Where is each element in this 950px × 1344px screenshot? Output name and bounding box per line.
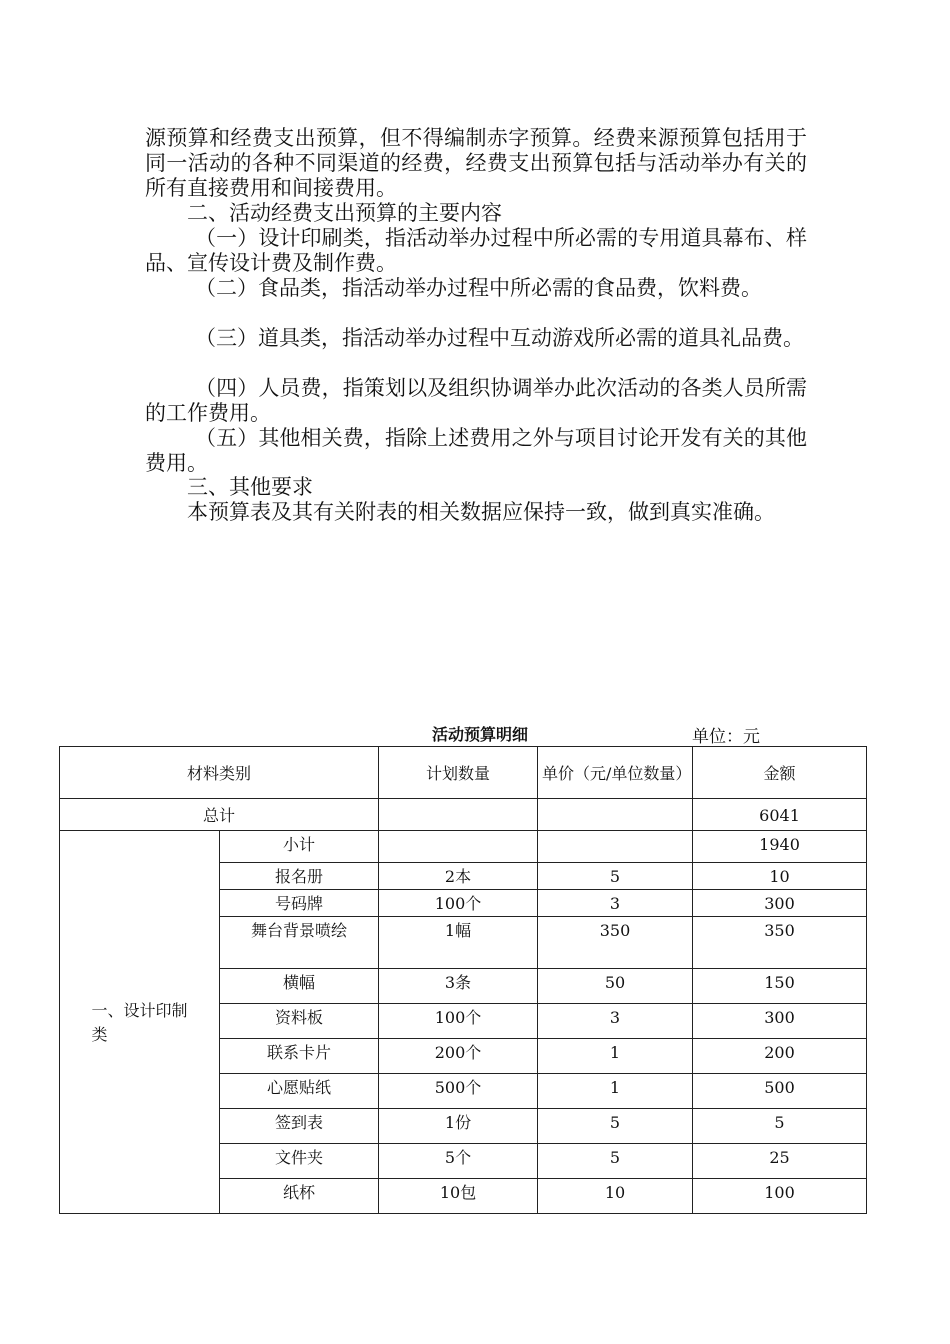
row-qty: 1幅 [379,917,538,969]
item-paragraph-3: （三）道具类，指活动举办过程中互动游戏所必需的道具礼品费。 [195,326,804,350]
subtotal-row [60,831,867,863]
header-price: 单价（元/单位数量） [538,747,693,799]
row-qty: 200个 [379,1039,538,1074]
row-amount: 300 [693,890,867,917]
table-header-row [60,747,867,799]
row-item: 号码牌 [220,890,379,917]
header-category: 材料类别 [60,747,379,799]
row-item: 横幅 [220,969,379,1004]
subtotal-qty [379,831,538,863]
row-qty: 500个 [379,1074,538,1109]
total-amount: 6041 [693,799,867,831]
row-qty: 100个 [379,1004,538,1039]
row-qty: 3条 [379,969,538,1004]
table-unit: 单位：元 [692,727,760,747]
row-item: 文件夹 [220,1144,379,1179]
row-price: 3 [538,1004,693,1039]
row-item: 舞台背景喷绘 [220,917,379,969]
total-row [60,799,867,831]
section-heading-2: 二、活动经费支出预算的主要内容 [187,201,502,225]
row-amount: 25 [693,1144,867,1179]
row-qty: 5个 [379,1144,538,1179]
row-price: 50 [538,969,693,1004]
row-price: 5 [538,863,693,890]
row-qty: 100个 [379,890,538,917]
row-item: 资料板 [220,1004,379,1039]
subtotal-label: 小计 [220,831,379,863]
header-qty: 计划数量 [379,747,538,799]
row-item: 纸杯 [220,1179,379,1214]
item-paragraph-1: （一）设计印刷类，指活动举办过程中所必需的专用道具幕布、样品、宣传设计费及制作费。 [145,226,807,275]
row-price: 10 [538,1179,693,1214]
item-paragraph-4: （四）人员费，指策划以及组织协调举办此次活动的各类人员所需的工作费用。 [145,376,807,425]
row-item: 心愿贴纸 [220,1074,379,1109]
subtotal-amount: 1940 [693,831,867,863]
item-paragraph-5: （五）其他相关费，指除上述费用之外与项目讨论开发有关的其他费用。 [145,426,807,475]
row-amount: 150 [693,969,867,1004]
header-amount: 金额 [693,747,867,799]
row-amount: 5 [693,1109,867,1144]
row-price: 350 [538,917,693,969]
row-item: 联系卡片 [220,1039,379,1074]
row-price: 1 [538,1074,693,1109]
row-amount: 300 [693,1004,867,1039]
row-item: 报名册 [220,863,379,890]
total-price [538,799,693,831]
row-amount: 100 [693,1179,867,1214]
row-price: 5 [538,1144,693,1179]
budget-table [59,746,867,1214]
subtotal-price [538,831,693,863]
row-price: 5 [538,1109,693,1144]
section-heading-3: 三、其他要求 [187,475,313,499]
total-qty [379,799,538,831]
category-label: 一、设计印制类 [91,1001,188,1044]
row-price: 3 [538,890,693,917]
row-amount: 350 [693,917,867,969]
table-title: 活动预算明细 [432,725,529,744]
category-cell [60,831,220,1214]
row-amount: 200 [693,1039,867,1074]
row-item: 签到表 [220,1109,379,1144]
row-amount: 500 [693,1074,867,1109]
item-paragraph-2: （二）食品类，指活动举办过程中所必需的食品费，饮料费。 [195,276,762,300]
row-amount: 10 [693,863,867,890]
closing-paragraph: 本预算表及其有关附表的相关数据应保持一致，做到真实准确。 [187,500,775,524]
row-qty: 1份 [379,1109,538,1144]
row-qty: 2本 [379,863,538,890]
row-qty: 10包 [379,1179,538,1214]
intro-paragraph: 源预算和经费支出预算，但不得编制赤字预算。经费来源预算包括用于同一活动的各种不同渠道的经费，经费支出预算包括与活动举办有关的所有直接费用和间接费用。 [145,126,807,200]
row-price: 1 [538,1039,693,1074]
total-label: 总计 [60,799,379,831]
